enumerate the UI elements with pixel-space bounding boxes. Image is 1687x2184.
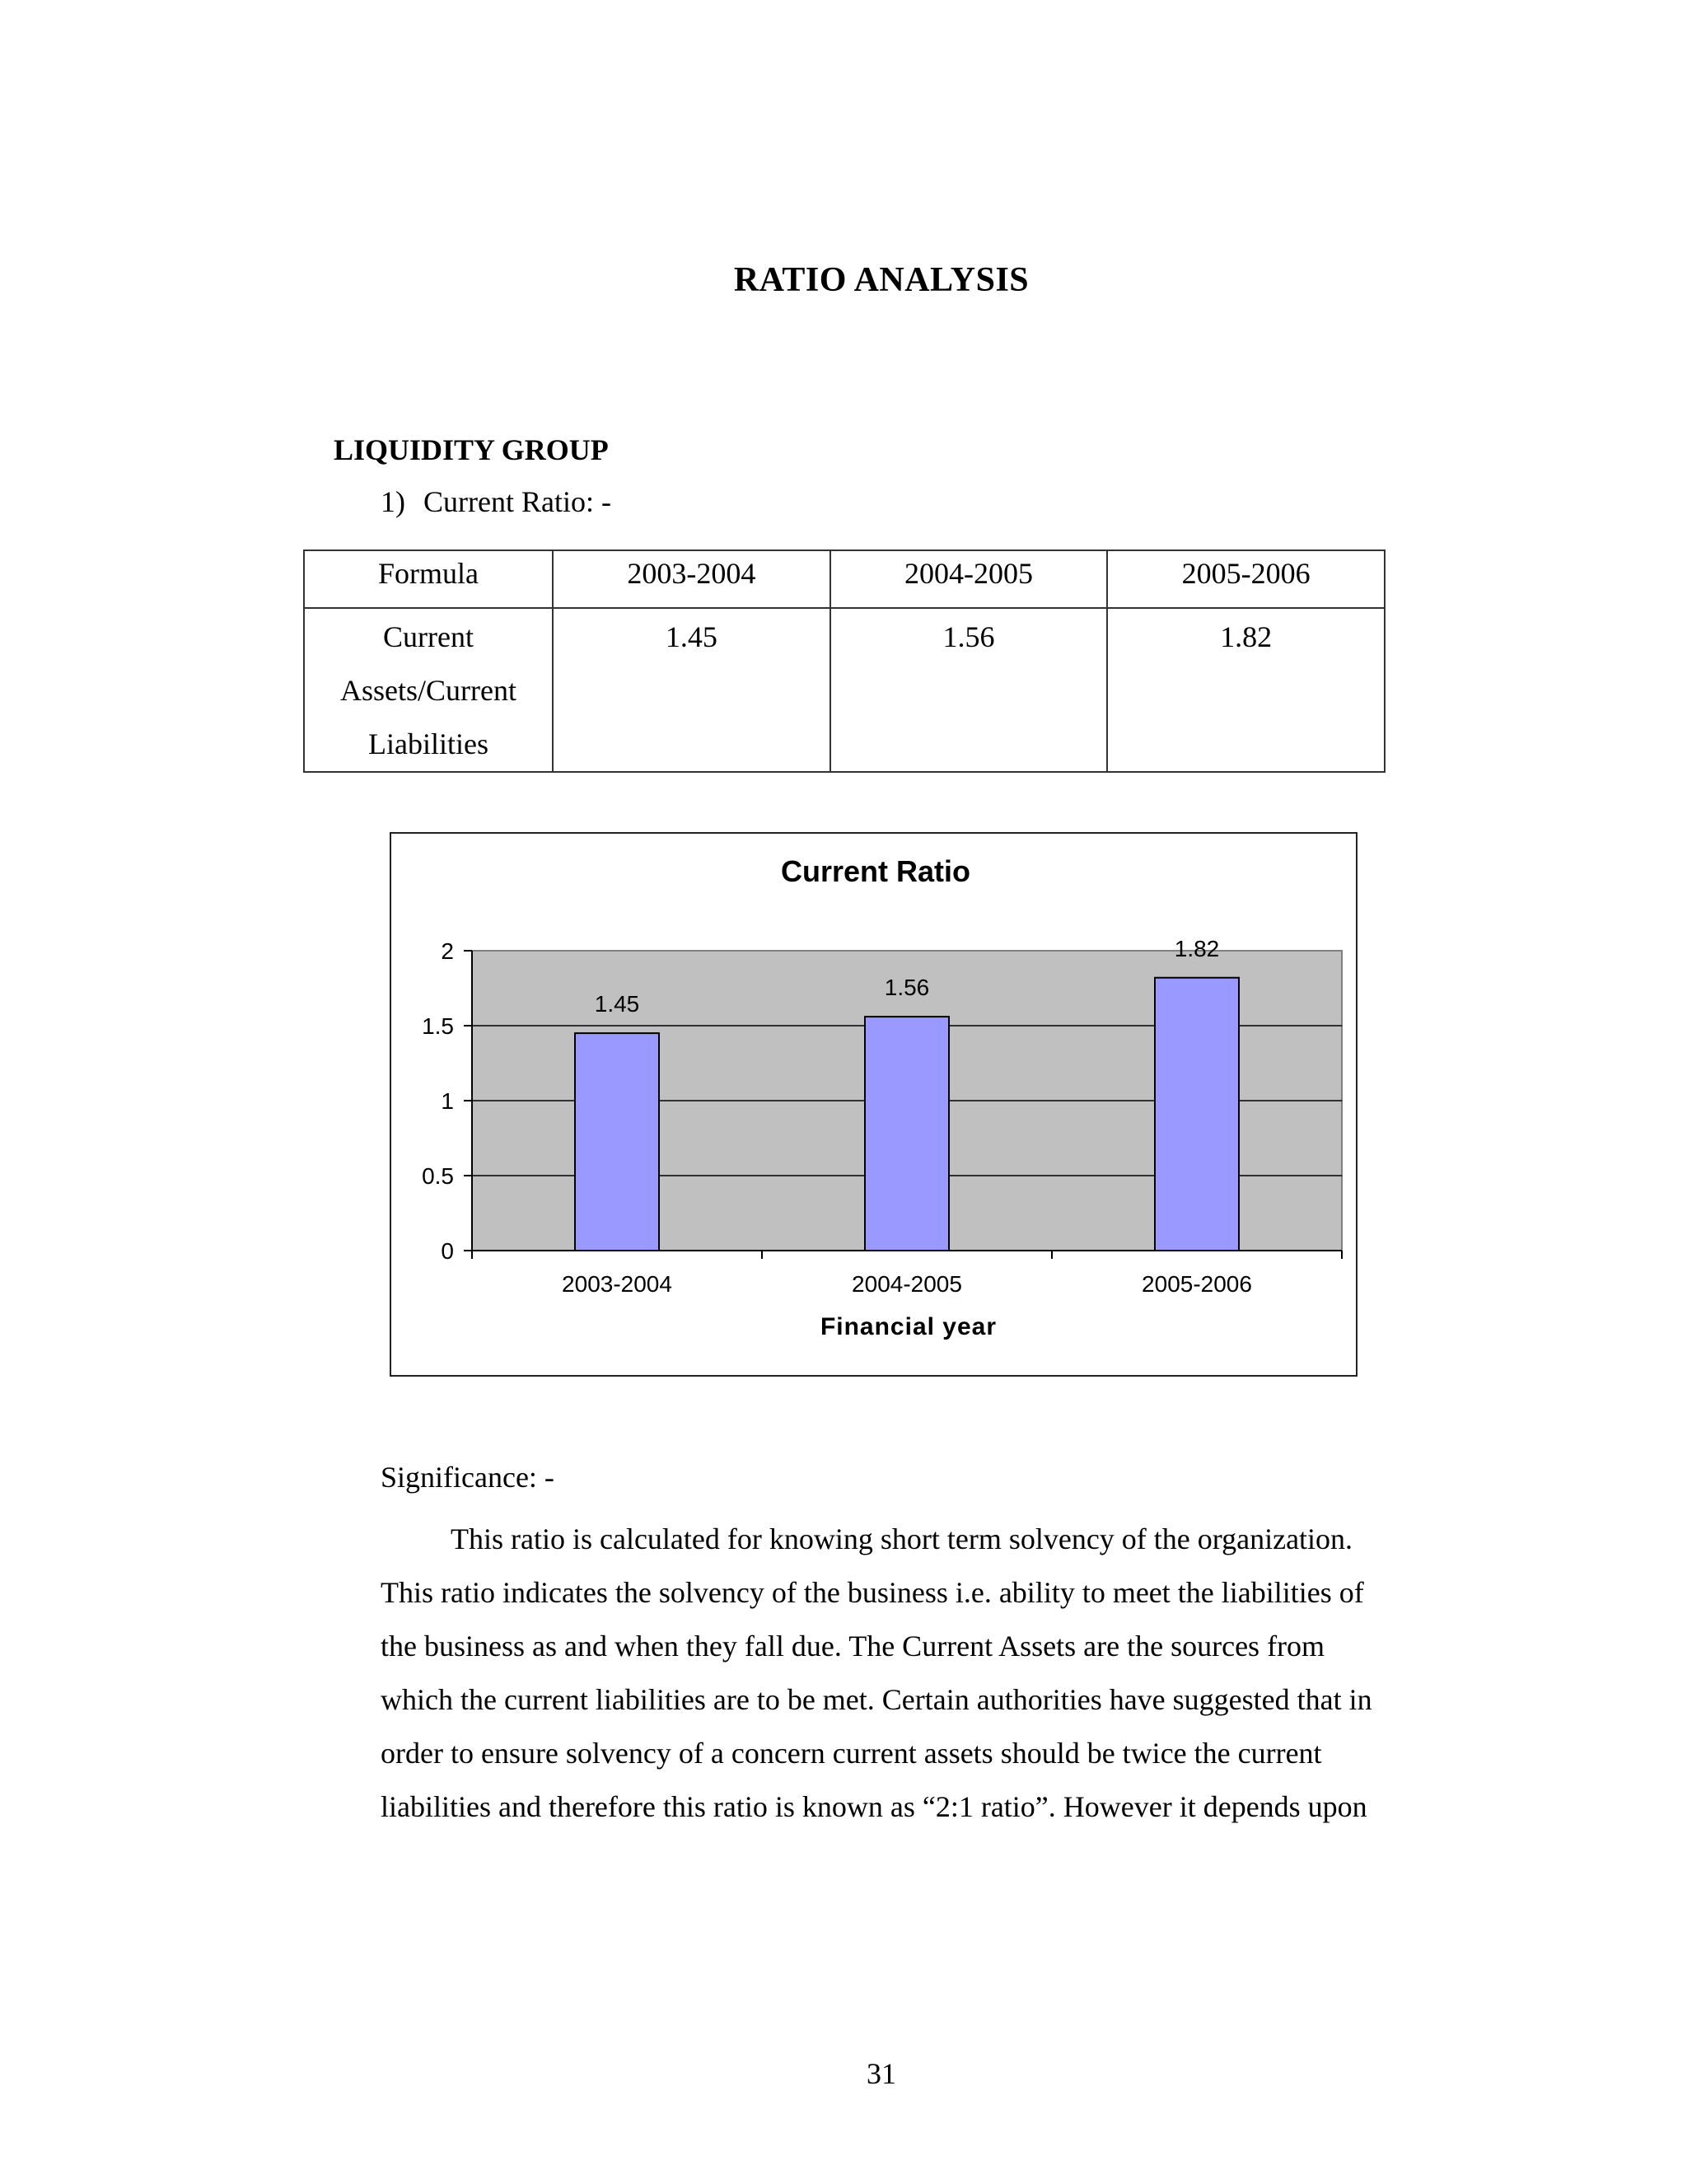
paragraph-line: liabilities and therefore this ratio is known as “2:1 ratio”. However it depends upon <box>381 1790 1367 1823</box>
ratio-table <box>303 550 1386 773</box>
bar <box>865 1017 949 1251</box>
formula-cell <box>304 608 553 772</box>
table-header-cell: 2005-2006 <box>1107 550 1385 608</box>
table-row <box>304 608 1385 772</box>
y-tick-label: 2 <box>441 938 454 964</box>
bar <box>1155 978 1239 1251</box>
table-cell: 1.82 <box>1107 608 1385 772</box>
paragraph-line: This ratio is calculated for knowing short term solvency of the organization. <box>451 1522 1353 1555</box>
y-tick-label: 1.5 <box>422 1013 454 1039</box>
chart-x-axis-label: Financial year <box>820 1313 998 1340</box>
paragraph-line: order to ensure solvency of a concern current assets should be twice the current <box>381 1737 1322 1770</box>
table-header-cell: 2003-2004 <box>553 550 830 608</box>
formula-line: Assets/Current <box>340 674 516 707</box>
paragraph-line: which the current liabilities are to be met. Certain authorities have suggested that in <box>381 1683 1372 1716</box>
chart-frame <box>390 832 1358 1377</box>
x-tick-label: 2005-2006 <box>1142 1271 1252 1297</box>
paragraph-line: This ratio indicates the solvency of the business i.e. ability to meet the liabilities of <box>381 1576 1364 1609</box>
formula-line: Current <box>383 620 474 653</box>
y-tick-label: 1 <box>441 1088 454 1114</box>
data-label: 1.82 <box>1174 935 1220 961</box>
data-label: 1.56 <box>884 975 930 1001</box>
chart-title: Current Ratio <box>780 854 971 888</box>
significance-heading: Significance: - <box>381 1461 554 1494</box>
paragraph-line: the business as and when they fall due. The Current Assets are the sources from <box>381 1630 1325 1663</box>
y-tick-label: 0.5 <box>422 1163 454 1189</box>
y-tick-label: 0 <box>441 1238 454 1264</box>
table-cell: 1.56 <box>830 608 1108 772</box>
current-ratio-chart <box>391 834 1359 1378</box>
item-label: Current Ratio: - <box>423 485 611 518</box>
significance-paragraph <box>381 1513 1435 1834</box>
page-title: RATIO ANALYSIS <box>733 261 1030 299</box>
data-label: 1.45 <box>594 991 640 1017</box>
table-header-cell: 2004-2005 <box>830 550 1108 608</box>
x-tick-label: 2003-2004 <box>562 1271 672 1297</box>
x-tick-label: 2004-2005 <box>852 1271 962 1297</box>
section-heading: LIQUIDITY GROUP <box>334 433 609 466</box>
item-number: 1) <box>381 485 405 518</box>
item-heading <box>381 484 611 519</box>
table-header-cell: Formula <box>304 550 553 608</box>
bar <box>575 1033 659 1251</box>
table-cell: 1.45 <box>553 608 830 772</box>
formula-line: Liabilities <box>368 727 488 760</box>
page-number: 31 <box>867 2057 896 2090</box>
table-header-row <box>304 550 1385 608</box>
